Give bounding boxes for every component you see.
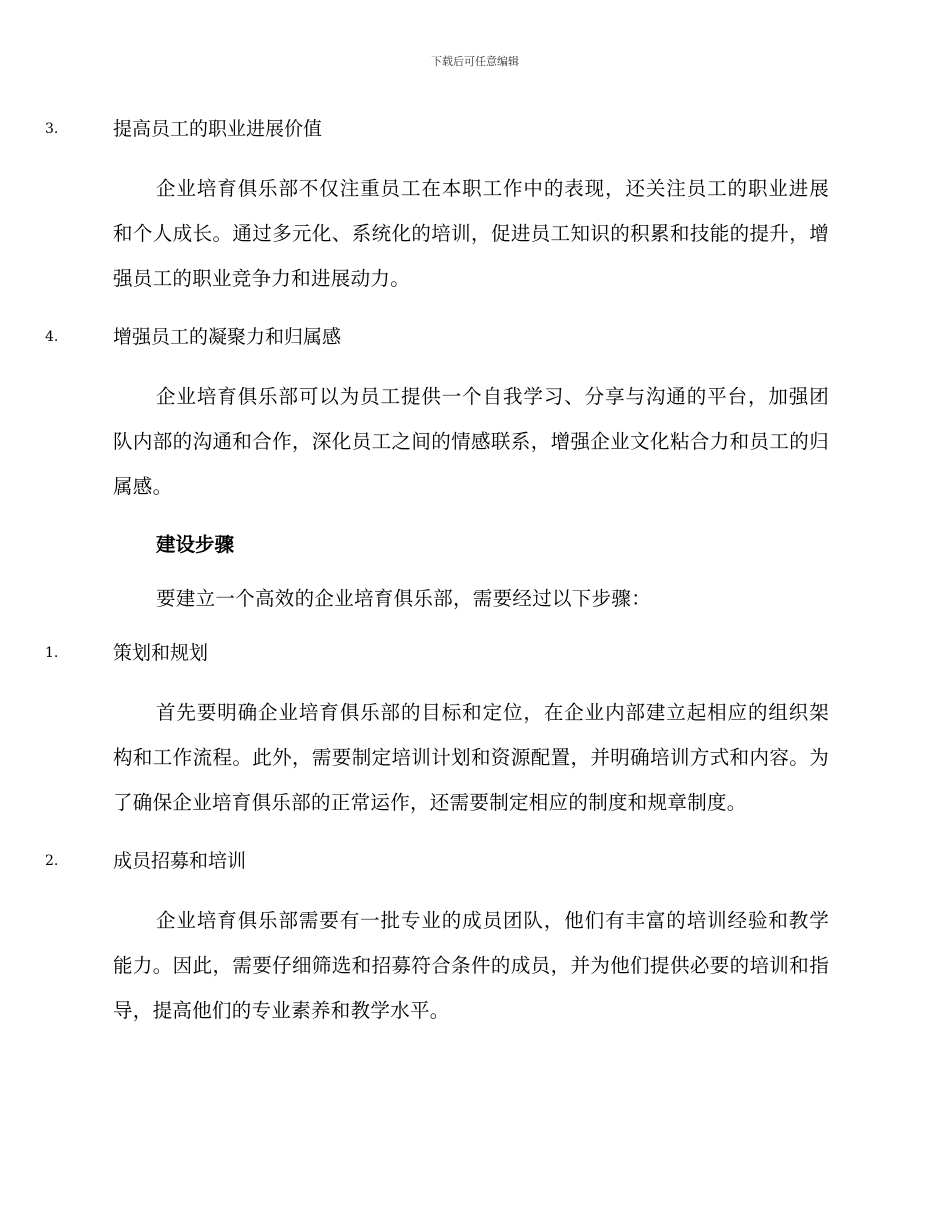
paragraph: 企业培育俱乐部需要有一批专业的成员团队，他们有丰富的培训经验和教学能力。因此，需要仔细筛选和招募符合条件的成员，并为他们提供必要的培训和指导，提高他们的专业素养和教学水平。 (113, 909, 829, 1022)
list-heading-text: 成员招募和培训 (113, 850, 247, 872)
document-body (45, 112, 829, 1052)
list-number: 1. (45, 645, 59, 661)
header-note: 下载后可任意编辑 (431, 55, 519, 68)
list-heading-3 (0, 112, 829, 146)
step-heading-2 (0, 844, 829, 878)
paragraph: 企业培育俱乐部可以为员工提供一个自我学习、分享与沟通的平台，加强团队内部的沟通和合作，深化员工之间的情感联系，增强企业文化粘合力和员工的归属感。 (113, 385, 829, 498)
list-heading-4 (0, 320, 829, 354)
list-number: 2. (45, 853, 59, 869)
paragraph: 首先要明确企业培育俱乐部的目标和定位，在企业内部建立起相应的组织架构和工作流程。此外，需要制定培训计划和资源配置，并明确培训方式和内容。为了确保企业培育俱乐部的正常运作，还需要制定相应的制度和规章制度。 (113, 701, 829, 814)
list-number: 4. (45, 329, 59, 345)
list-heading-text: 提高员工的职业进展价值 (113, 118, 323, 140)
list-number: 3. (45, 121, 59, 137)
list-heading-text: 增强员工的凝聚力和归属感 (113, 326, 342, 348)
list-heading-text: 策划和规划 (113, 642, 209, 664)
section-intro: 要建立一个高效的企业培育俱乐部，需要经过以下步骤： (156, 587, 652, 610)
section-title: 建设步骤 (156, 533, 235, 556)
paragraph: 企业培育俱乐部不仅注重员工在本职工作中的表现，还关注员工的职业进展和个人成长。通过多元化、系统化的培训，促进员工知识的积累和技能的提升，增强员工的职业竞争力和进展动力。 (113, 177, 829, 290)
step-heading-1 (0, 636, 829, 670)
